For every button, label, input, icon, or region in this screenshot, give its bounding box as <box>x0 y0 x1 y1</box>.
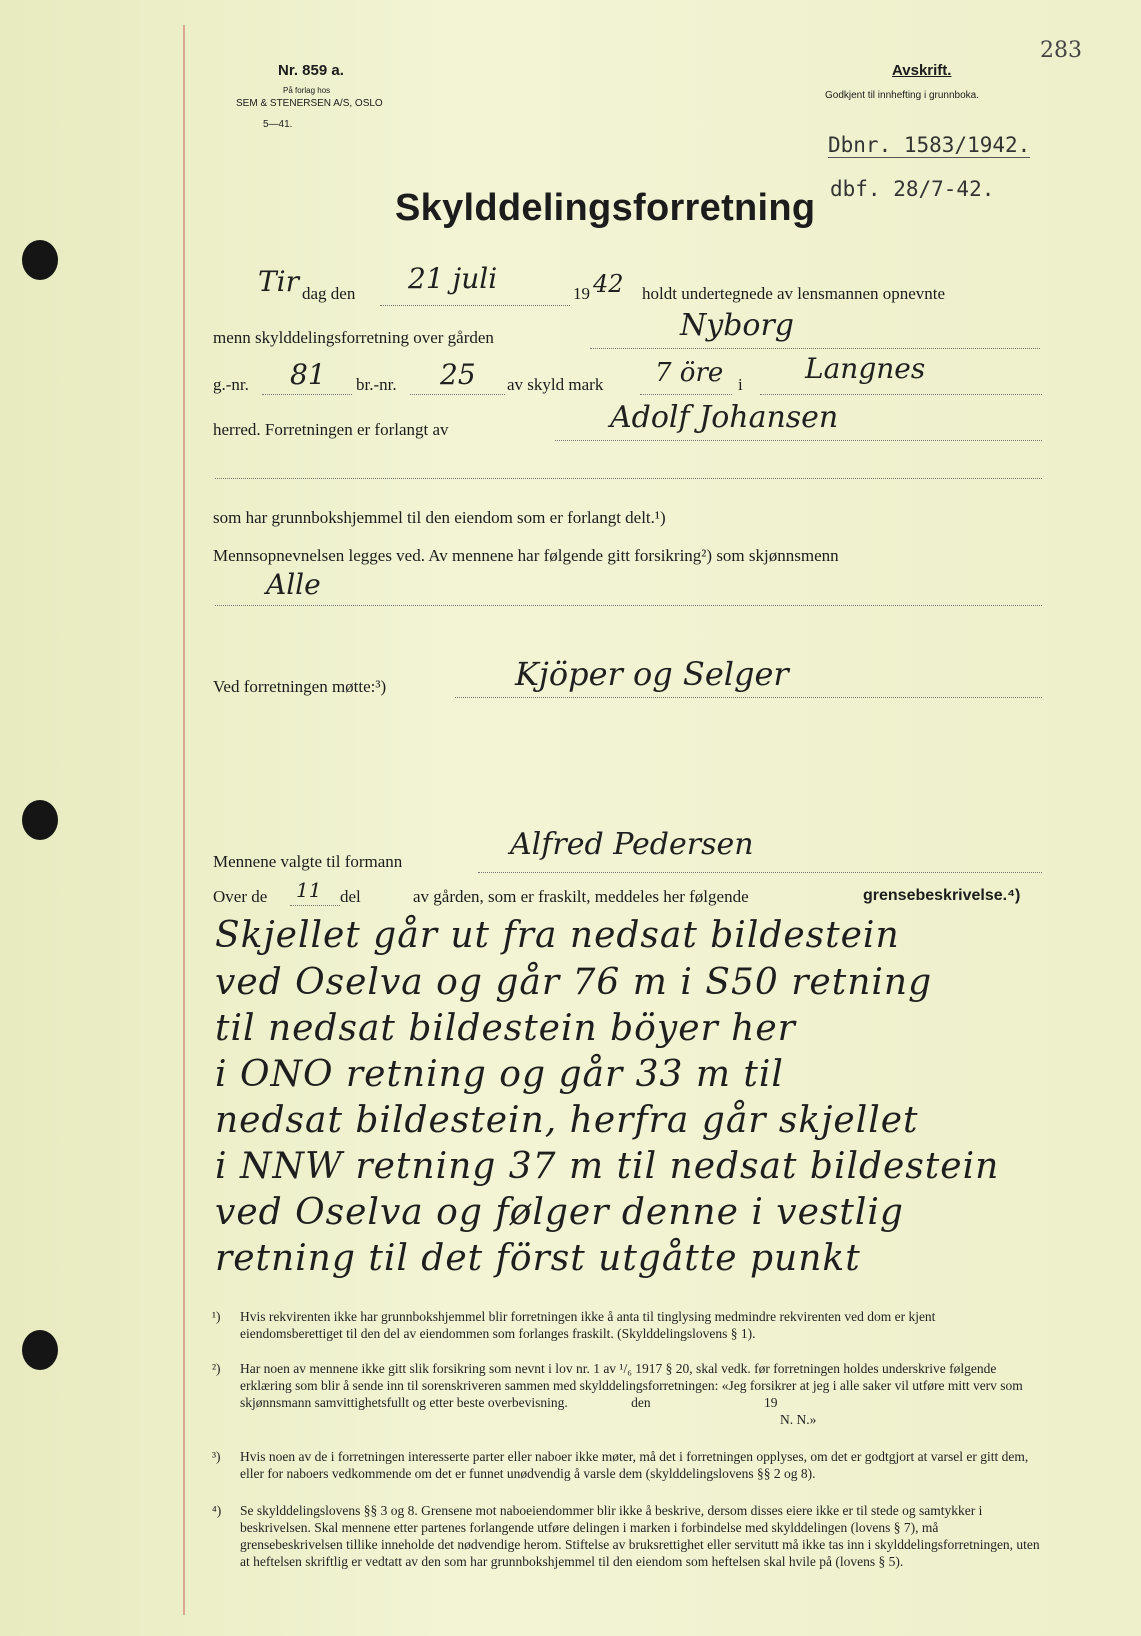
label-mennsopnevnelsen: Mennsopnevnelsen legges ved. Av mennene har følgende gitt forsikring²) som skjønnsmenn <box>213 546 839 565</box>
fill-line <box>640 394 732 395</box>
footnote-year: 19 <box>763 1395 778 1410</box>
label-grensebeskrivelse: grensebeskrivelse.⁴) <box>863 887 1021 904</box>
label-formann: Mennene valgte til formann <box>213 852 403 871</box>
boundary-line: til nedsat bildestein böyer her <box>215 1008 796 1049</box>
fill-line <box>262 394 352 395</box>
label-dag-den: dag den <box>302 284 356 303</box>
footnote-den: den <box>631 1395 651 1410</box>
date-handwritten: 21 juli <box>408 262 498 295</box>
footnote-text: Har noen av mennene ikke gitt slik forsikring som nevnt i lov nr. 1 av ¹/₆ 1917 § 20, skal vedk. før forretningen holdes underskrive følgende erklæring som blir å sende inn til sorenskriveren sammen med skylddelingsforretningen: «Jeg forsikrer at jeg i alle saker vil utføre mitt verv som skjønnsmann samvittighetsfullt og etter beste overbevisning. <box>240 1361 1023 1410</box>
footnote-text: Se skylddelingslovens §§ 3 og 8. Grensene mot naboeiendommer blir ikke å beskrive, dersom disses eiere ikke er til stede og samtykker i beskrivelsen. Skal mennene etter partenes forlangende utføre delingen i marken i forbindelse med skylddelingen (lovens § 7), må grensebeskrivelsen tillike inneholde det nødvendige herom. Stiftelse av bruksrettighet eller servitutt må ikke tas inn i skylddelingsforretningen, uten at heftelsen skriftlig er vedtatt av den som har grunnbokshjemmel til den eiendom som heftelsen skal hvile på (lovens § 5). <box>240 1503 1040 1569</box>
fill-line <box>215 478 1042 479</box>
footnote-mark: ⁴) <box>212 1503 222 1518</box>
approval-text: Godkjent til innhefting i grunnboka. <box>825 90 979 101</box>
margin-line <box>183 25 185 1615</box>
footnote-text: Hvis noen av de i forretningen interesserte parter eller naboer ikke møter, må det i forretningen opplyses, om det er godtgjort at varsel er gitt dem, eller for naboers vedkommende om det er funnet unødvendig å varsle dem (skylddelingslovens §§ 2 og 8). <box>240 1449 1029 1481</box>
label-over-de: Over de <box>213 887 268 906</box>
skyld-handwritten: 7 öre <box>655 358 724 388</box>
footnote-mark: ²) <box>212 1361 221 1376</box>
copy-label: Avskrift. <box>892 62 952 79</box>
publisher-line2: SEM & STENERSEN A/S, OSLO <box>236 98 383 109</box>
label-opnevnte: holdt undertegnede av lensmannen opnevnte <box>642 284 946 303</box>
label-skyld-mark: av skyld mark <box>507 375 604 394</box>
boundary-line: nedsat bildestein, herfra går skjellet <box>215 1100 919 1141</box>
footnote-mark: ¹) <box>212 1309 221 1324</box>
page-title: Skylddelingsforretning <box>395 187 816 229</box>
boundary-line: Skjellet går ut fra nedsat bildestein <box>215 915 900 956</box>
chairman-handwritten: Alfred Pedersen <box>510 827 754 862</box>
publisher-line1: På forlag hos <box>283 86 331 95</box>
fill-line <box>760 394 1042 395</box>
footnote-3 <box>212 1448 1040 1482</box>
label-i: i <box>738 375 743 394</box>
herred-handwritten: Langnes <box>805 352 926 385</box>
boundary-line: i NNW retning 37 m til nedsat bildestein <box>215 1146 1000 1187</box>
footnote-sign: N. N.» <box>780 1412 817 1427</box>
fill-line <box>215 605 1042 606</box>
registry-date: dbf. 28/7-42. <box>830 177 995 201</box>
fill-line <box>555 440 1042 441</box>
part-handwritten: 11 <box>296 878 322 902</box>
year-handwritten: 42 <box>593 270 624 298</box>
gnr-handwritten: 81 <box>290 358 326 391</box>
fill-line <box>410 394 505 395</box>
fill-line <box>380 305 570 306</box>
label-grunnbokshjemmel: som har grunnbokshjemmel til den eiendom som er forlangt delt.¹) <box>213 508 666 527</box>
label-fraskilt: av gården, som er fraskilt, meddeles her følgende <box>413 887 749 906</box>
footnote-mark: ³) <box>212 1449 221 1464</box>
bnr-handwritten: 25 <box>440 358 476 391</box>
label-gnr: g.-nr. <box>213 375 249 394</box>
label-brnr: br.-nr. <box>356 375 397 394</box>
footnote-text: Hvis rekvirenten ikke har grunnbokshjemmel blir forretningen ikke å anta til tinglysing medmindre rekvirenten ved dom er kjent eiendomsberettiget til den del av eiendommen som forlanges fraskilt. (Skylddelingslovens § 1). <box>240 1309 936 1341</box>
boundary-line: ved Oselva og følger denne i vestlig <box>215 1192 904 1233</box>
assessors-handwritten: Alle <box>266 568 321 601</box>
boundary-line: i ONO retning og går 33 m til <box>215 1054 784 1095</box>
form-number: Nr. 859 a. <box>278 62 344 79</box>
attendees-handwritten: Kjöper og Selger <box>515 655 789 693</box>
label-over-garden: menn skylddelingsforretning over gården <box>213 328 494 347</box>
weekday-handwritten: Tir <box>258 265 300 298</box>
requester-handwritten: Adolf Johansen <box>610 400 839 435</box>
boundary-line: ved Oselva og går 76 m i S50 retning <box>215 962 933 1003</box>
boundary-line: retning til det först utgåtte punkt <box>215 1238 861 1279</box>
footnote-4 <box>212 1502 1040 1570</box>
label-forlangt-av: herred. Forretningen er forlangt av <box>213 420 449 439</box>
footnote-2 <box>212 1360 1040 1428</box>
label-year-prefix: 19 <box>573 284 590 303</box>
fill-line <box>290 905 340 906</box>
page-number: 283 <box>1040 38 1082 63</box>
punch-hole <box>22 240 58 280</box>
footnote-1 <box>212 1308 1040 1342</box>
registry-number: Dbnr. 1583/1942. <box>828 133 1031 157</box>
fill-line <box>590 348 1040 349</box>
fill-line <box>455 697 1042 698</box>
label-del: del <box>340 887 361 906</box>
punch-hole <box>22 1330 58 1370</box>
label-mote: Ved forretningen møtte:³) <box>213 677 387 696</box>
edition: 5—41. <box>263 119 293 130</box>
fill-line <box>478 872 1042 873</box>
farm-name-handwritten: Nyborg <box>680 308 795 343</box>
punch-hole <box>22 800 58 840</box>
